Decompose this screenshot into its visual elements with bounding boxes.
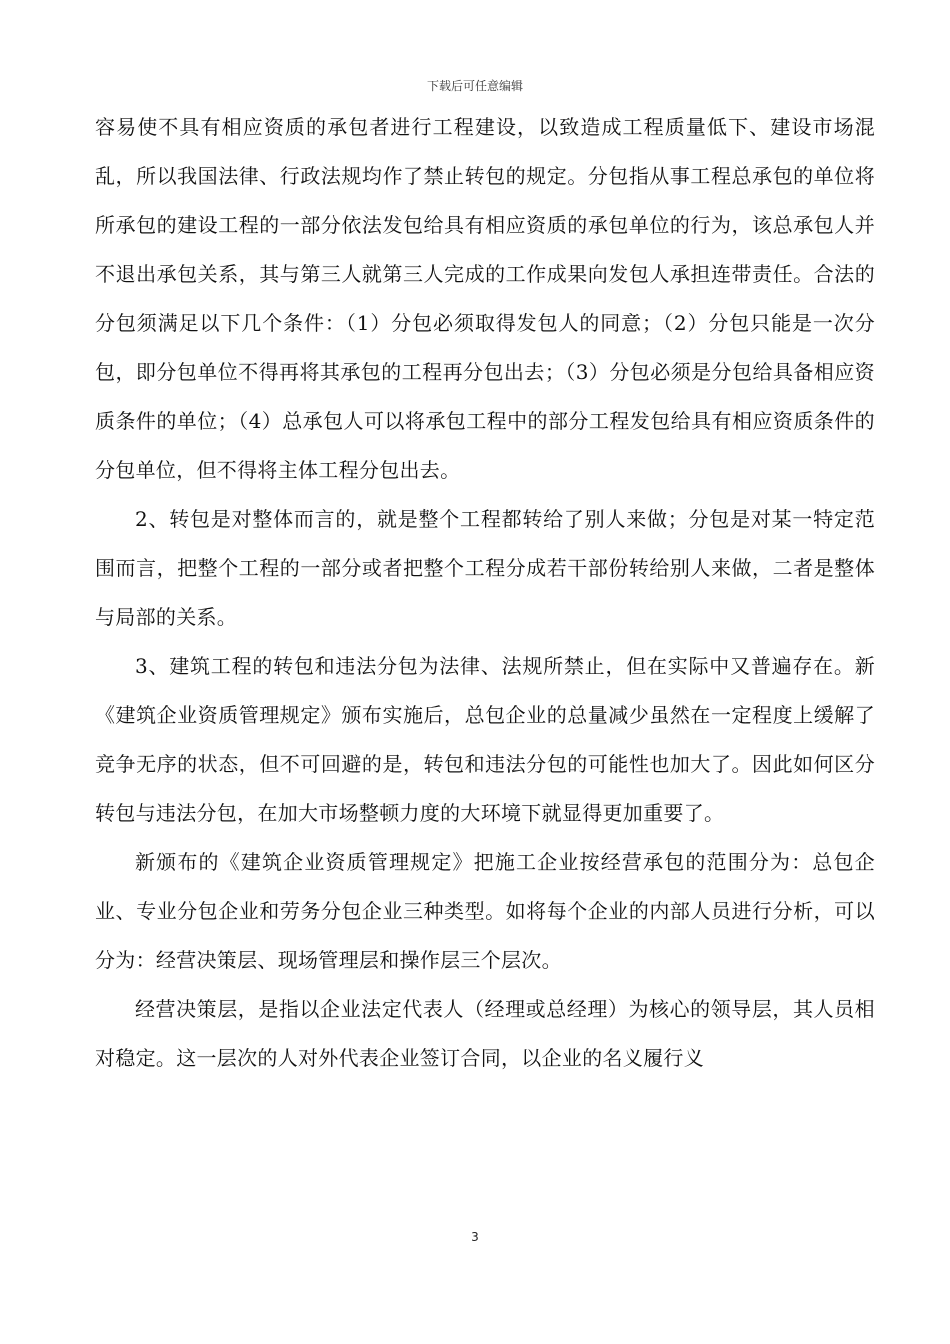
paragraph-2: 2、转包是对整体而言的，就是整个工程都转给了别人来做；分包是对某一特定范围而言，把整个工程的一部分或者把整个工程分成若干部份转给别人来做，二者是整体与局部的关系。 bbox=[95, 507, 875, 629]
paragraph-decision-layer: 经营决策层，是指以企业法定代表人（经理或总经理）为核心的领导层，其人员相对稳定。这一层次的人对外代表企业签订合同，以企业的名义履行义 bbox=[95, 997, 875, 1070]
paragraph-qualification: 新颁布的《建筑企业资质管理规定》把施工企业按经营承包的范围分为：总包企业、专业分包企业和劳务分包企业三种类型。如将每个企业的内部人员进行分析，可以分为：经营决策层、现场管理层和操作层三个层次。 bbox=[95, 850, 875, 972]
paragraph-3: 3、建筑工程的转包和违法分包为法律、法规所禁止，但在实际中又普遍存在。新《建筑企业资质管理规定》颁布实施后，总包企业的总量减少虽然在一定程度上缓解了竞争无序的状态，但不可回避的是，转包和违法分包的可能性也加大了。因此如何区分转包与违法分包，在加大市场整顿力度的大环境下就显得更加重要了。 bbox=[95, 654, 875, 825]
body-text bbox=[95, 103, 875, 1083]
paragraph-continued: 容易使不具有相应资质的承包者进行工程建设，以致造成工程质量低下、建设市场混乱，所以我国法律、行政法规均作了禁止转包的规定。分包指从事工程总承包的单位将所承包的建设工程的一部分依法发包给具有相应资质的承包单位的行为，该总承包人并不退出承包关系，其与第三人就第三人完成的工作成果向发包人承担连带责任。合法的分包须满足以下几个条件：（1）分包必须取得发包人的同意；（2）分包只能是一次分包，即分包单位不得再将其承包的工程再分包出去；（3）分包必须是分包给具备相应资质条件的单位；（4）总承包人可以将承包工程中的部分工程发包给具有相应资质条件的分包单位，但不得将主体工程分包出去。 bbox=[95, 115, 875, 482]
page-header: 下载后可任意编辑 bbox=[426, 79, 523, 93]
page-number: 3 bbox=[471, 1230, 479, 1244]
